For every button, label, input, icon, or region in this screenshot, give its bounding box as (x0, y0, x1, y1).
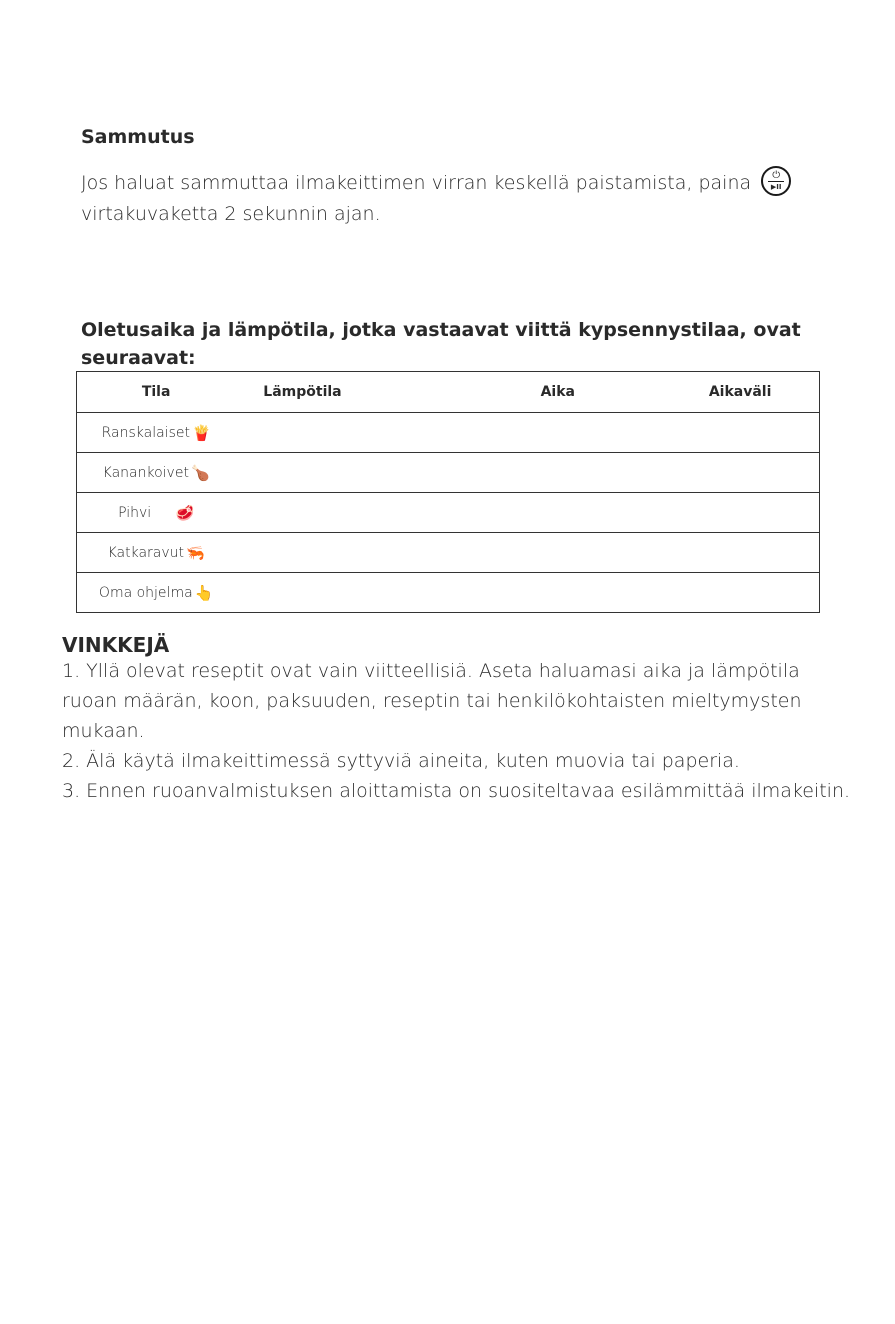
steak-icon: 🥩 (175, 503, 195, 522)
time-cell (454, 413, 661, 453)
table-header-row (77, 372, 820, 413)
table-row (77, 573, 820, 613)
drumstick-icon: 🍗 (190, 463, 210, 482)
mode-steak (118, 504, 194, 522)
tip-item: 3. Ennen ruoanvalmistuksen aloittamista on suositeltavaa esilämmittää ilmakeitin. (62, 780, 851, 802)
tip-item: 1. Yllä olevat reseptit ovat vain viitteellisiä. Aseta haluamasi aika ja lämpötila ruoan määrän, koon, paksuuden, reseptin tai henkilökohtaisten mieltymysten mukaan. (62, 660, 802, 742)
shrimp-icon: 🦐 (186, 543, 205, 562)
power-play-pause-icon: ⏻ ▶II (761, 166, 791, 196)
mode-label: Oma ohjelma (98, 584, 193, 601)
defaults-heading: Oletusaika ja lämpötila, jotka vastaavat viittä kypsennystilaa, ovat seuraavat: (81, 319, 801, 369)
temperature-cell (235, 493, 454, 533)
range-cell (661, 453, 819, 493)
mode-shrimp (108, 544, 205, 562)
shutdown-text-end: virtakuvaketta 2 sekunnin ajan. (81, 202, 381, 225)
temperature-cell (235, 413, 454, 453)
shutdown-heading: Sammutus (81, 126, 195, 148)
mode-cell (77, 573, 236, 613)
tips-list (62, 656, 852, 806)
fries-icon: 🍟 (191, 423, 211, 442)
mode-label: Katkaravut (107, 544, 185, 561)
table-row (77, 493, 820, 533)
mode-label: Kanankoivet (102, 464, 189, 481)
mode-label: Ranskalaiset (101, 424, 190, 441)
table-row (77, 533, 820, 573)
range-cell (661, 413, 819, 453)
tips-heading: VINKKEJÄ (62, 633, 170, 657)
shutdown-instructions (81, 168, 841, 229)
mode-drumsticks (103, 464, 210, 482)
time-cell (454, 573, 661, 613)
shutdown-text-start: Jos haluat sammuttaa ilmakeittimen virran keskellä paistamista, paina (81, 172, 752, 194)
table-row (77, 453, 820, 493)
range-cell (661, 493, 819, 533)
header-mode: Tila (77, 372, 236, 413)
custom-tap-icon: 👆 (194, 583, 214, 602)
header-range: Aikaväli (661, 372, 819, 413)
time-cell (454, 493, 661, 533)
range-cell (661, 573, 819, 613)
range-cell (661, 533, 819, 573)
mode-cell (77, 413, 236, 453)
mode-fries (102, 424, 211, 442)
temperature-cell (235, 533, 454, 573)
mode-cell (77, 533, 236, 573)
time-cell (454, 533, 661, 573)
cooking-modes-table (76, 371, 820, 613)
mode-custom (99, 584, 213, 602)
header-temperature: Lämpötila (235, 372, 454, 413)
mode-label: Pihvi (118, 504, 152, 521)
tip-item: 2. Älä käytä ilmakeittimessä syttyviä aineita, kuten muovia tai paperia. (62, 750, 740, 772)
mode-cell (77, 493, 236, 533)
table-row (77, 413, 820, 453)
header-time: Aika (454, 372, 661, 413)
time-cell (454, 453, 661, 493)
temperature-cell (235, 453, 454, 493)
mode-cell (77, 453, 236, 493)
temperature-cell (235, 573, 454, 613)
